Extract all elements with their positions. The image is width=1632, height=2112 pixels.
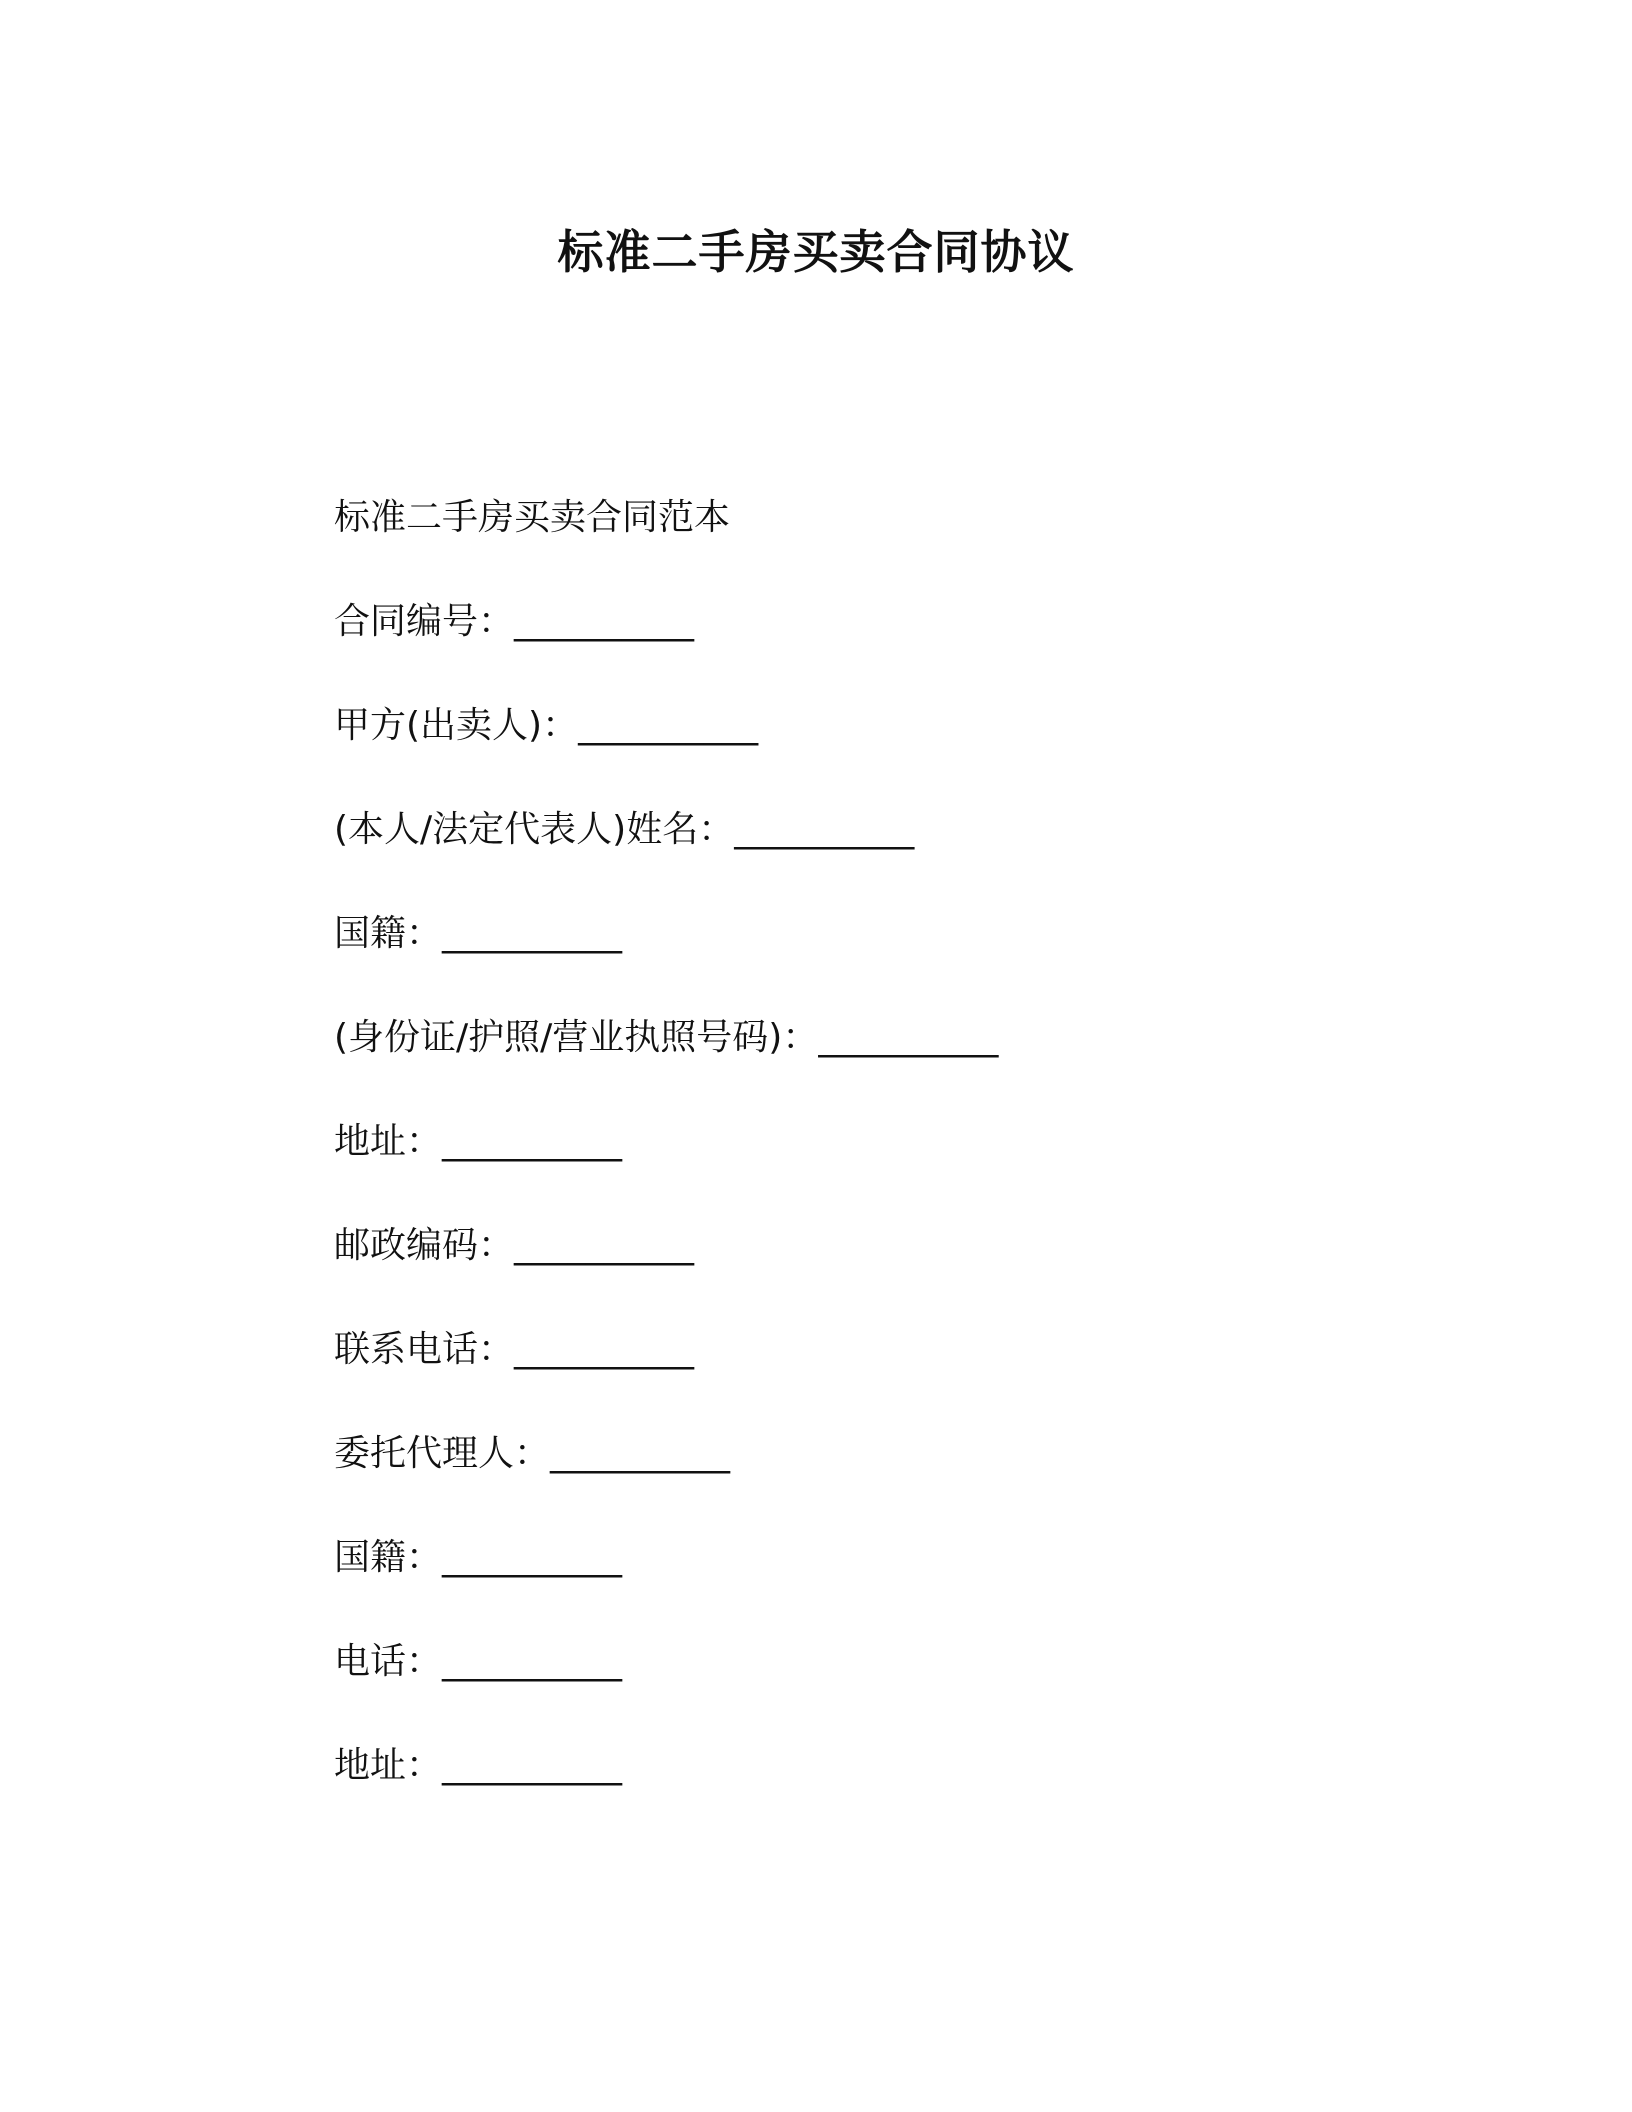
agent-nationality-line: 国籍：__________: [334, 1537, 623, 1578]
contact-phone-line: 联系电话：__________: [334, 1329, 695, 1370]
document-body: [334, 486, 1434, 1838]
postal-code-line: 邮政编码：__________: [334, 1225, 695, 1266]
subtitle-line: 标准二手房买卖合同范本: [334, 497, 731, 538]
representative-name-line: (本人/法定代表人)姓名：__________: [334, 809, 915, 850]
agent-line: 委托代理人：__________: [334, 1433, 731, 1474]
agent-address-line: 地址：__________: [334, 1745, 623, 1786]
agent-phone-line: 电话：__________: [334, 1641, 623, 1682]
contract-number-line: 合同编号：__________: [334, 601, 695, 642]
id-number-line: (身份证/护照/营业执照号码)：__________: [334, 1017, 999, 1058]
address-line: 地址：__________: [334, 1121, 623, 1162]
party-a-seller-line: 甲方(出卖人)：__________: [334, 705, 759, 746]
document-title: 标准二手房买卖合同协议: [557, 225, 1075, 279]
nationality-line: 国籍：__________: [334, 913, 623, 954]
